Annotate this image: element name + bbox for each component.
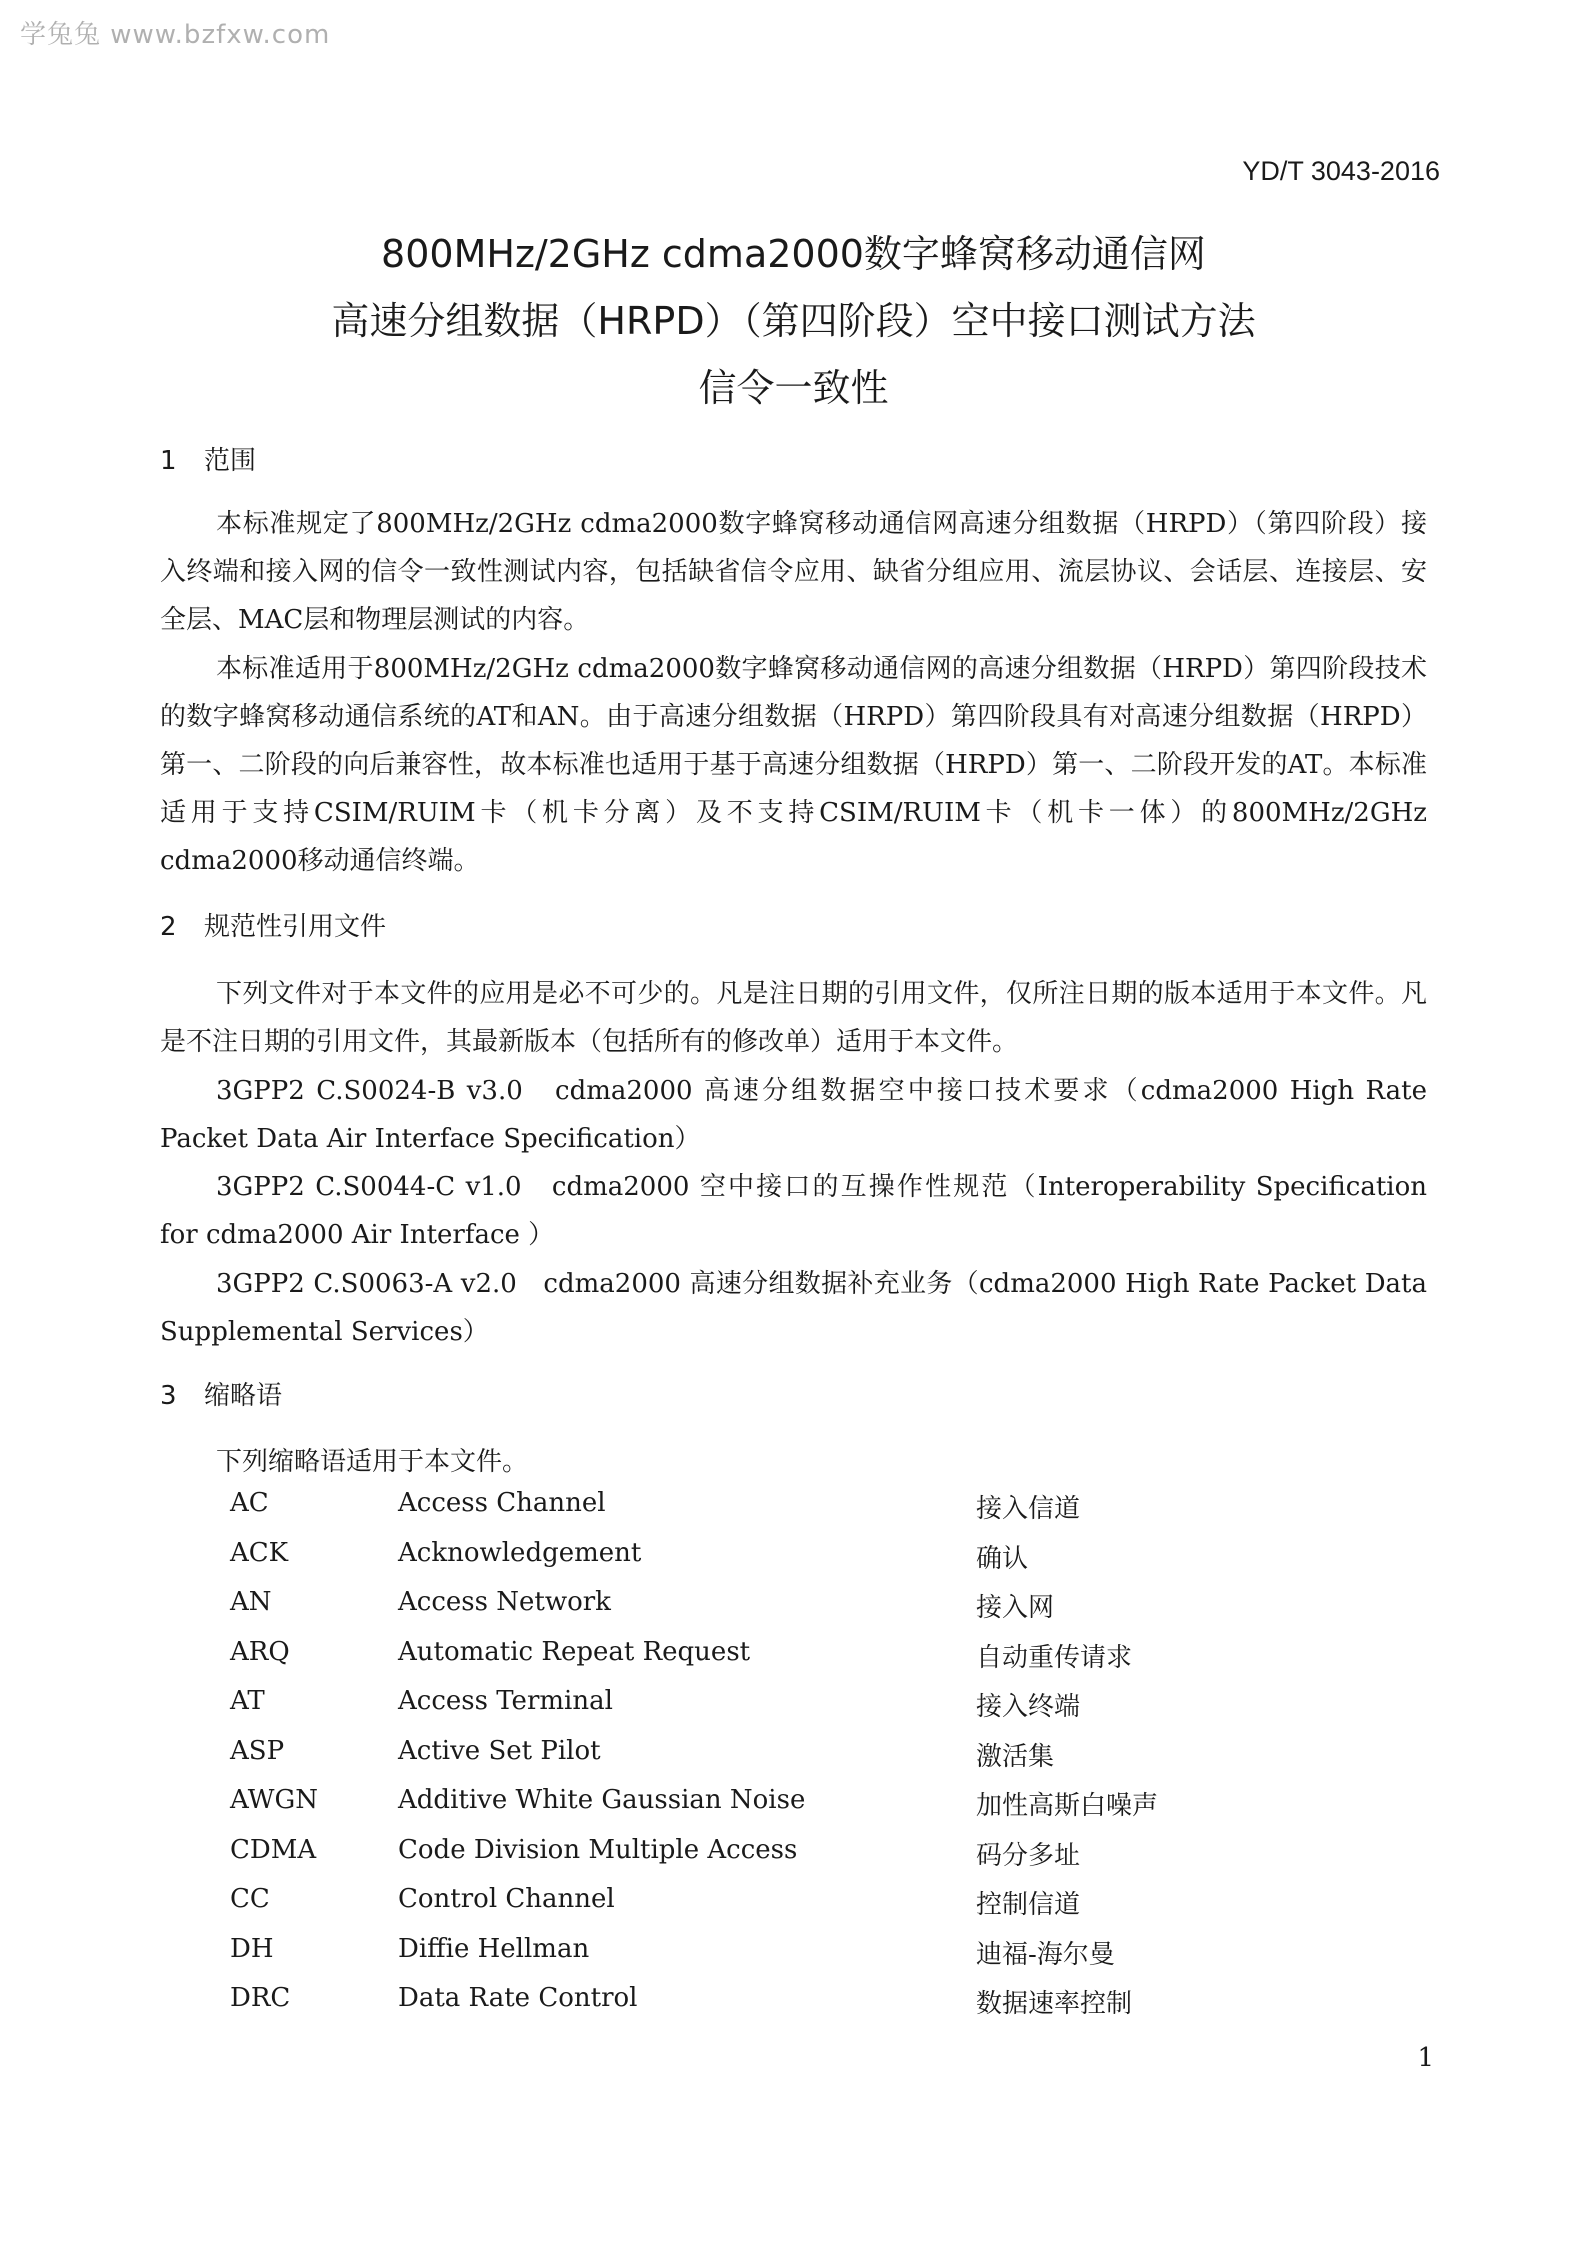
title-line-1: 800MHz/2GHz cdma2000数字蜂窝移动通信网 — [381, 232, 1206, 276]
section-title: 缩略语 — [204, 1381, 283, 1411]
reference-item: 3GPP2 C.S0024-B v3.0 cdma2000 高速分组数据空中接口技术要求（cdma2000 High Rate Packet Data Air Interface Specification） — [160, 1076, 1427, 1154]
reference-item: 3GPP2 C.S0044-C v1.0 cdma2000 空中接口的互操作性规范（Interoperability Specification for cdma2000 Air Interface ） — [160, 1172, 1427, 1250]
abbr-english: Automatic Repeat Request — [398, 1636, 751, 1667]
abbr-english: Diffie Hellman — [398, 1933, 590, 1964]
abbr-chinese: 激活集 — [976, 1741, 1055, 1772]
abbr-english: Code Division Multiple Access — [398, 1834, 798, 1865]
section-2-heading — [160, 906, 386, 943]
abbr-english: Data Rate Control — [398, 1983, 638, 2013]
abbr-code: ASP — [230, 1735, 285, 1766]
section-title: 范围 — [204, 446, 257, 476]
abbr-chinese: 确认 — [976, 1543, 1029, 1574]
abbr-chinese: 自动重传请求 — [976, 1642, 1133, 1673]
abbr-english: Control Channel — [398, 1884, 615, 1914]
abbr-english: Active Set Pilot — [398, 1735, 601, 1766]
section-number: 1 — [160, 446, 177, 476]
abbr-code: AN — [230, 1587, 272, 1617]
section-3-intro: 下列缩略语适用于本文件。 — [216, 1447, 529, 1477]
abbr-code: AWGN — [230, 1785, 318, 1815]
abbr-code: ACK — [230, 1537, 289, 1568]
abbr-chinese: 接入网 — [976, 1593, 1055, 1623]
abbr-english: Access Network — [398, 1587, 611, 1617]
title-line-3: 信令一致性 — [698, 366, 889, 410]
abbr-chinese: 码分多址 — [976, 1840, 1081, 1871]
abbr-chinese: 控制信道 — [976, 1890, 1081, 1920]
abbr-english: Access Channel — [398, 1488, 606, 1518]
abbr-chinese: 接入信道 — [976, 1494, 1081, 1524]
abbr-chinese: 加性高斯白噪声 — [976, 1791, 1159, 1821]
abbr-chinese: 数据速率控制 — [976, 1989, 1133, 2019]
section-number: 2 — [160, 912, 177, 942]
abbr-english: Additive White Gaussian Noise — [398, 1785, 806, 1815]
section-1-paragraph-1: 本标准规定了800MHz/2GHz cdma2000数字蜂窝移动通信网高速分组数据（HRPD）（第四阶段）接入终端和接入网的信令一致性测试内容，包括缺省信令应用、缺省分组应用、流层协议、会话层、连接层、安全层、MAC层和物理层测试的内容。 — [160, 509, 1427, 635]
section-number: 3 — [160, 1381, 177, 1411]
abbr-english: Access Terminal — [398, 1686, 613, 1716]
abbr-chinese: 接入终端 — [976, 1692, 1081, 1722]
abbr-english: Acknowledgement — [398, 1537, 642, 1568]
section-1-heading — [160, 440, 256, 477]
title-line-2: 高速分组数据（HRPD）（第四阶段）空中接口测试方法 — [331, 299, 1256, 343]
page-number: 1 — [1417, 2043, 1434, 2073]
abbr-code: AT — [230, 1686, 265, 1716]
section-title: 规范性引用文件 — [204, 912, 387, 942]
watermark: 学兔兔 www.bzfxw.com — [20, 20, 331, 50]
abbr-code: CDMA — [230, 1834, 317, 1865]
abbr-code: ARQ — [230, 1636, 290, 1667]
abbr-code: DRC — [230, 1983, 291, 2013]
abbr-chinese: 迪福-海尔曼 — [976, 1939, 1115, 1970]
standard-number: YD/T 3043-2016 — [1242, 156, 1440, 186]
abbr-code: DH — [230, 1933, 274, 1964]
reference-item: 3GPP2 C.S0063-A v2.0 cdma2000 高速分组数据补充业务（cdma2000 High Rate Packet Data Supplemental Services） — [160, 1269, 1427, 1347]
section-3-heading — [160, 1375, 282, 1412]
abbr-code: AC — [230, 1488, 269, 1518]
section-2-intro: 下列文件对于本文件的应用是必不可少的。凡是注日期的引用文件，仅所注日期的版本适用于本文件。凡是不注日期的引用文件，其最新版本（包括所有的修改单）适用于本文件。 — [160, 979, 1427, 1057]
section-1-paragraph-2: 本标准适用于800MHz/2GHz cdma2000数字蜂窝移动通信网的高速分组数据（HRPD）第四阶段技术的数字蜂窝移动通信系统的AT和AN。由于高速分组数据（HRPD）第四阶段具有对高速分组数据（HRPD）第一、二阶段的向后兼容性，故本标准也适用于基于高速分组数据（HRPD）第一、二阶段开发的AT。本标准适用于支持CSIM/RUIM卡（机卡分离）及不支持CSIM/RUIM卡（机卡一体）的800MHz/2GHz cdma2000移动通信终端。 — [160, 654, 1427, 876]
abbr-code: CC — [230, 1884, 270, 1914]
